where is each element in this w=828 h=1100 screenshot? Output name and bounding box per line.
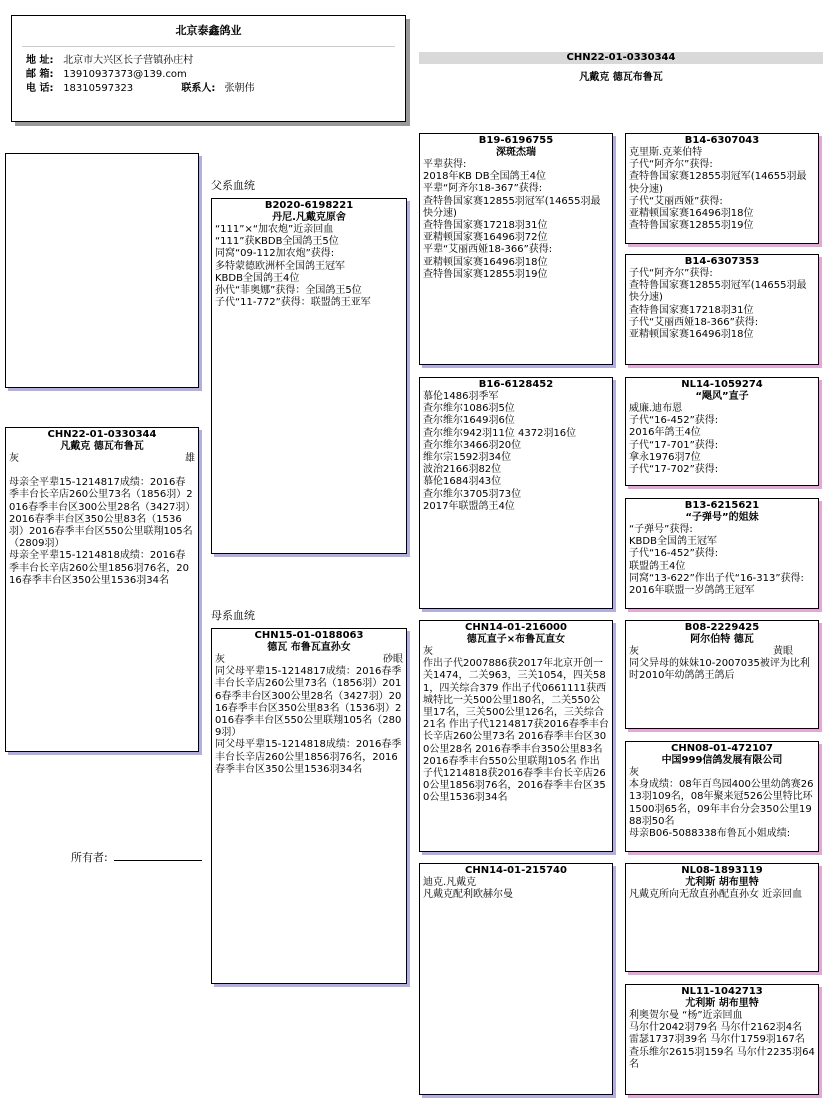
dds-line: 凡戴克所向无敌直孙配直孙女 近亲回血	[629, 889, 803, 900]
breeder-info	[26, 54, 255, 96]
sds-ring: NL14-1059274	[681, 379, 763, 390]
sd-line: 查尔维尔3466羽20位	[423, 439, 522, 451]
dss-color: 灰	[629, 646, 639, 657]
sire-line-label: 父系血统	[211, 179, 255, 192]
sd-line: 波治2166羽82位	[423, 464, 502, 476]
email-value: 13910937373@139.com	[63, 69, 187, 80]
subject-attrs	[9, 453, 195, 465]
sdd-ring: B13-6215621	[684, 500, 760, 511]
ds-name: 德瓦直子×布鲁瓦直女	[466, 634, 566, 645]
dd-ring: CHN14-01-215740	[465, 865, 567, 876]
dam-ring: CHN15-01-0188063	[254, 630, 364, 641]
phone-value: 18310597323	[63, 83, 134, 94]
subject-sex: 雄	[185, 453, 195, 464]
ss-line: 亚精顿国家赛16496羽18位	[423, 256, 548, 268]
dds-name: 尤利斯 胡布里特	[685, 877, 759, 888]
sdd-card	[625, 498, 819, 609]
subject-ring: CHN22-01-0330344	[47, 429, 157, 440]
dds-ring: NL08-1893119	[681, 865, 763, 876]
sds-line: 威廉.迪布恩	[629, 403, 683, 414]
ss-line: 平辈“阿齐尔18-367”获得:	[423, 183, 543, 195]
sire-line: “111”×“加农炮”近亲回血	[215, 224, 334, 235]
breeder-header	[11, 15, 406, 122]
sd-line: 查尔维尔942羽11位 4372羽16位	[423, 427, 577, 439]
pigeon-name-banner: 凡戴克 德瓦布鲁瓦	[579, 72, 663, 83]
sdd-line: 同窝“13-622”作出子代“16-313”获得:	[629, 572, 804, 584]
sds-line: 子代“17-702”获得:	[629, 464, 719, 476]
sss-line: 子代“阿齐尔”获得:	[629, 159, 713, 171]
ssd-line: 子代“阿齐尔”获得:	[629, 268, 713, 279]
dam-color: 灰	[215, 654, 225, 665]
sdd-line: “子弹号”获得:	[629, 524, 693, 535]
dsd-color: 灰	[629, 767, 639, 778]
sd-line: 慕伦1486羽季军	[423, 391, 499, 402]
sd-line: 查尔维尔1649羽6位	[423, 415, 515, 427]
subject-color: 灰	[9, 453, 19, 464]
sdd-line: KBDB全国鸽王冠军	[629, 536, 717, 548]
sire-line: 多特蒙德欧洲杯全国鸽王冠军	[215, 260, 345, 272]
ddd-name: 尤利斯 胡布里特	[685, 998, 759, 1009]
dsd-card	[625, 741, 819, 852]
sire-line: “111”获KBDB全国鸽王5位	[215, 236, 339, 248]
dam-name: 德瓦 布鲁瓦直孙女	[267, 642, 351, 653]
dam-line-label: 母系血统	[211, 609, 255, 622]
address-value: 北京市大兴区长子营镇孙庄村	[63, 55, 194, 66]
dam-eye: 砂眼	[383, 654, 403, 665]
subject-note: 母亲全平辈15-1214817成绩：2016春季丰台长辛店260公里73名（1856羽）2016春季丰台区300公里28名（3427羽）2016春季丰台区350公里83名（1536羽）2016春季丰台区550公里联翔105名（2809羽）	[9, 477, 193, 550]
breeder-title: 北京泰鑫鸽业	[175, 24, 242, 37]
dds-card	[625, 863, 819, 972]
ds-ring: CHN14-01-216000	[465, 622, 567, 633]
contact-value: 张朝伟	[224, 83, 255, 94]
sds-line: 拿永1976羽7位	[629, 451, 701, 463]
subject-name: 凡戴克 德瓦布鲁瓦	[60, 441, 144, 452]
ddd-line: 利奥贺尔曼 “杨”近亲回血	[629, 1010, 743, 1021]
pigeon-ring-banner: CHN22-01-0330344	[419, 52, 823, 64]
dam-line: 同父母平辈15-1214818成绩：2016春季丰台长辛店260公里1856羽76名，2016春季丰台区350公里1536羽34名	[215, 739, 402, 775]
dss-card	[625, 620, 819, 729]
address-label: 地 址:	[26, 55, 54, 66]
sss-line: 克里斯.克莱伯特	[629, 147, 703, 158]
sire-ring: B2020-6198221	[264, 200, 354, 211]
ss-name: 深斑杰瑞	[496, 147, 536, 158]
sire-line: 同窝“09-112加农炮”获得:	[215, 248, 335, 260]
sdd-line: 联盟鸽王4位	[629, 560, 686, 572]
ssd-ring: B14-6307353	[684, 256, 760, 267]
ds-color: 灰	[423, 646, 433, 657]
sdd-name: “子弹号”的姐妹	[685, 512, 759, 523]
sire-line: 孙代“菲奥娜”获得：全国鸽王5位	[215, 285, 362, 297]
sds-line: 子代“17-701”获得:	[629, 439, 719, 451]
ss-line: 平辈“艾丽西娅18-366”获得:	[423, 244, 553, 256]
sire-dam-card	[419, 377, 613, 609]
ss-line: 查特鲁国家赛12855羽19位	[423, 268, 548, 280]
ss-ring: B19-6196755	[478, 135, 554, 146]
dd-line: 凡戴克配利欧赫尔曼	[423, 889, 513, 901]
sss-card	[625, 133, 819, 244]
dam-dam-card	[419, 863, 613, 1095]
header-divider	[22, 46, 395, 47]
sdd-line: 子代“16-452”获得:	[629, 548, 719, 560]
sss-line: 亚精顿国家赛16496羽18位	[629, 208, 754, 220]
ddd-line: 马尔什2042羽79名 马尔什2162羽4名	[629, 1022, 803, 1034]
dam-card	[211, 628, 407, 984]
ssd-line: 亚精顿国家赛16496羽18位	[629, 329, 754, 341]
sd-ring: B16-6128452	[478, 379, 554, 390]
sire-sire-card	[419, 133, 613, 365]
ss-line: 亚精顿国家赛16496羽72位	[423, 232, 548, 244]
sd-line: 慕伦1684羽43位	[423, 476, 502, 488]
photo-box	[5, 153, 199, 388]
sire-name: 丹尼.凡戴克原舍	[272, 212, 346, 223]
ss-line: 查特鲁国家赛12855羽冠军(14655羽最快分速)	[423, 195, 601, 219]
sss-line: 子代“艾丽西娅”获得:	[629, 195, 723, 207]
sss-ring: B14-6307043	[684, 135, 760, 146]
ds-line: 作出子代2007886获2017年北京开创一关1474，二关963，三关1054，四关581，四关综合379 作出子代0661111获西城特比一关500公里180名，二关550公里17名，三关500公里126名，三关综合21名 作出子代1214817获2016春季丰台长辛店260公里73名 2016春季丰台区300公里28名 2016春季丰台350公里83名 2016春季丰台550公里联翔105名 作出子代1214818获2016春季丰台长辛店260公里1856羽76名，2016春季丰台区350公里1536羽34名	[423, 658, 609, 804]
dd-line: 迪克.凡戴克	[423, 877, 477, 888]
sire-card	[211, 198, 407, 554]
dsd-line: 本身成绩：08年百鸟园400公里幼鸽赛2613羽109名，08年聚来冠526公里特比环1500羽65名，09年丰台分会350公里1988羽50名	[629, 779, 814, 827]
sd-line: 2017年联盟鸽王4位	[423, 500, 515, 512]
ssd-line: 查特鲁国家赛17218羽31位	[629, 304, 754, 316]
contact-label: 联系人:	[181, 83, 216, 94]
sd-line: 查尔维尔3705羽73位	[423, 488, 522, 500]
ssd-line: 查特鲁国家赛12855羽冠军(14655羽最快分速)	[629, 280, 807, 304]
sss-line: 查特鲁国家赛12855羽19位	[629, 220, 754, 232]
ddd-card	[625, 984, 819, 1095]
sds-card	[625, 377, 819, 486]
ddd-line: 查乐维尔2615羽159名 马尔什2235羽64名	[629, 1046, 815, 1070]
owner-label: 所有者:	[71, 849, 202, 865]
dss-attrs	[629, 646, 815, 658]
dsd-ring: CHN08-01-472107	[671, 743, 773, 754]
phone-label: 电 话:	[26, 83, 54, 94]
ss-line: 平辈获得:	[423, 159, 467, 170]
ssd-card	[625, 254, 819, 365]
subject-note: 母亲全平辈15-1214818成绩：2016春季丰台长辛店260公里1856羽76名，2016春季丰台区350公里1536羽34名	[9, 550, 189, 586]
ddd-ring: NL11-1042713	[681, 986, 763, 997]
email-label: 邮 箱:	[26, 69, 54, 80]
ssd-line: 子代“艾丽西娅18-366”获得:	[629, 316, 759, 328]
ss-line: 查特鲁国家赛17218羽31位	[423, 220, 548, 232]
dam-line: 同父母平辈15-1214817成绩：2016春季丰台长辛店260公里73名（1856羽）2016春季丰台区300公里28名（3427羽）2016春季丰台区350公里83名（1536羽）2016春季丰台区550公里联翔105名（2809羽）	[215, 666, 402, 739]
dsd-line: 母亲B06-5088338布鲁瓦小姐成绩:	[629, 828, 791, 840]
ss-line: 2018年KB DB全国鸽王4位	[423, 171, 546, 183]
dss-name: 阿尔伯特 德瓦	[690, 634, 754, 645]
sd-line: 维尔宗1592羽34位	[423, 452, 512, 464]
sire-line: KBDB全国鸽王4位	[215, 272, 300, 284]
sd-line: 查尔维尔1086羽5位	[423, 403, 515, 415]
ddd-line: 雷瑟1737羽39名 马尔什1759羽167名	[629, 1034, 805, 1046]
sss-line: 查特鲁国家赛12855羽冠军(14655羽最快分速)	[629, 171, 807, 195]
sds-line: 2016年鸽王4位	[629, 427, 701, 439]
sds-line: 子代“16-452”获得:	[629, 415, 719, 427]
sdd-line: 2016年联盟一岁鸽鸽王冠军	[629, 585, 755, 597]
dam-sire-card	[419, 620, 613, 852]
dss-line: 同父异母的妹妹10-2007035被评为比利时2010年幼鸽鸽王鸽后	[629, 658, 810, 682]
dsd-name: 中国999信鸽发展有限公司	[661, 755, 783, 766]
dam-attrs	[215, 654, 403, 666]
subject-pigeon-card	[5, 427, 199, 752]
sds-name: “飓风”直子	[695, 391, 749, 402]
sire-line: 子代“11-772”获得：联盟鸽王亚军	[215, 297, 371, 309]
dss-eye: 黄眼	[773, 646, 793, 657]
dss-ring: B08-2229425	[684, 622, 760, 633]
